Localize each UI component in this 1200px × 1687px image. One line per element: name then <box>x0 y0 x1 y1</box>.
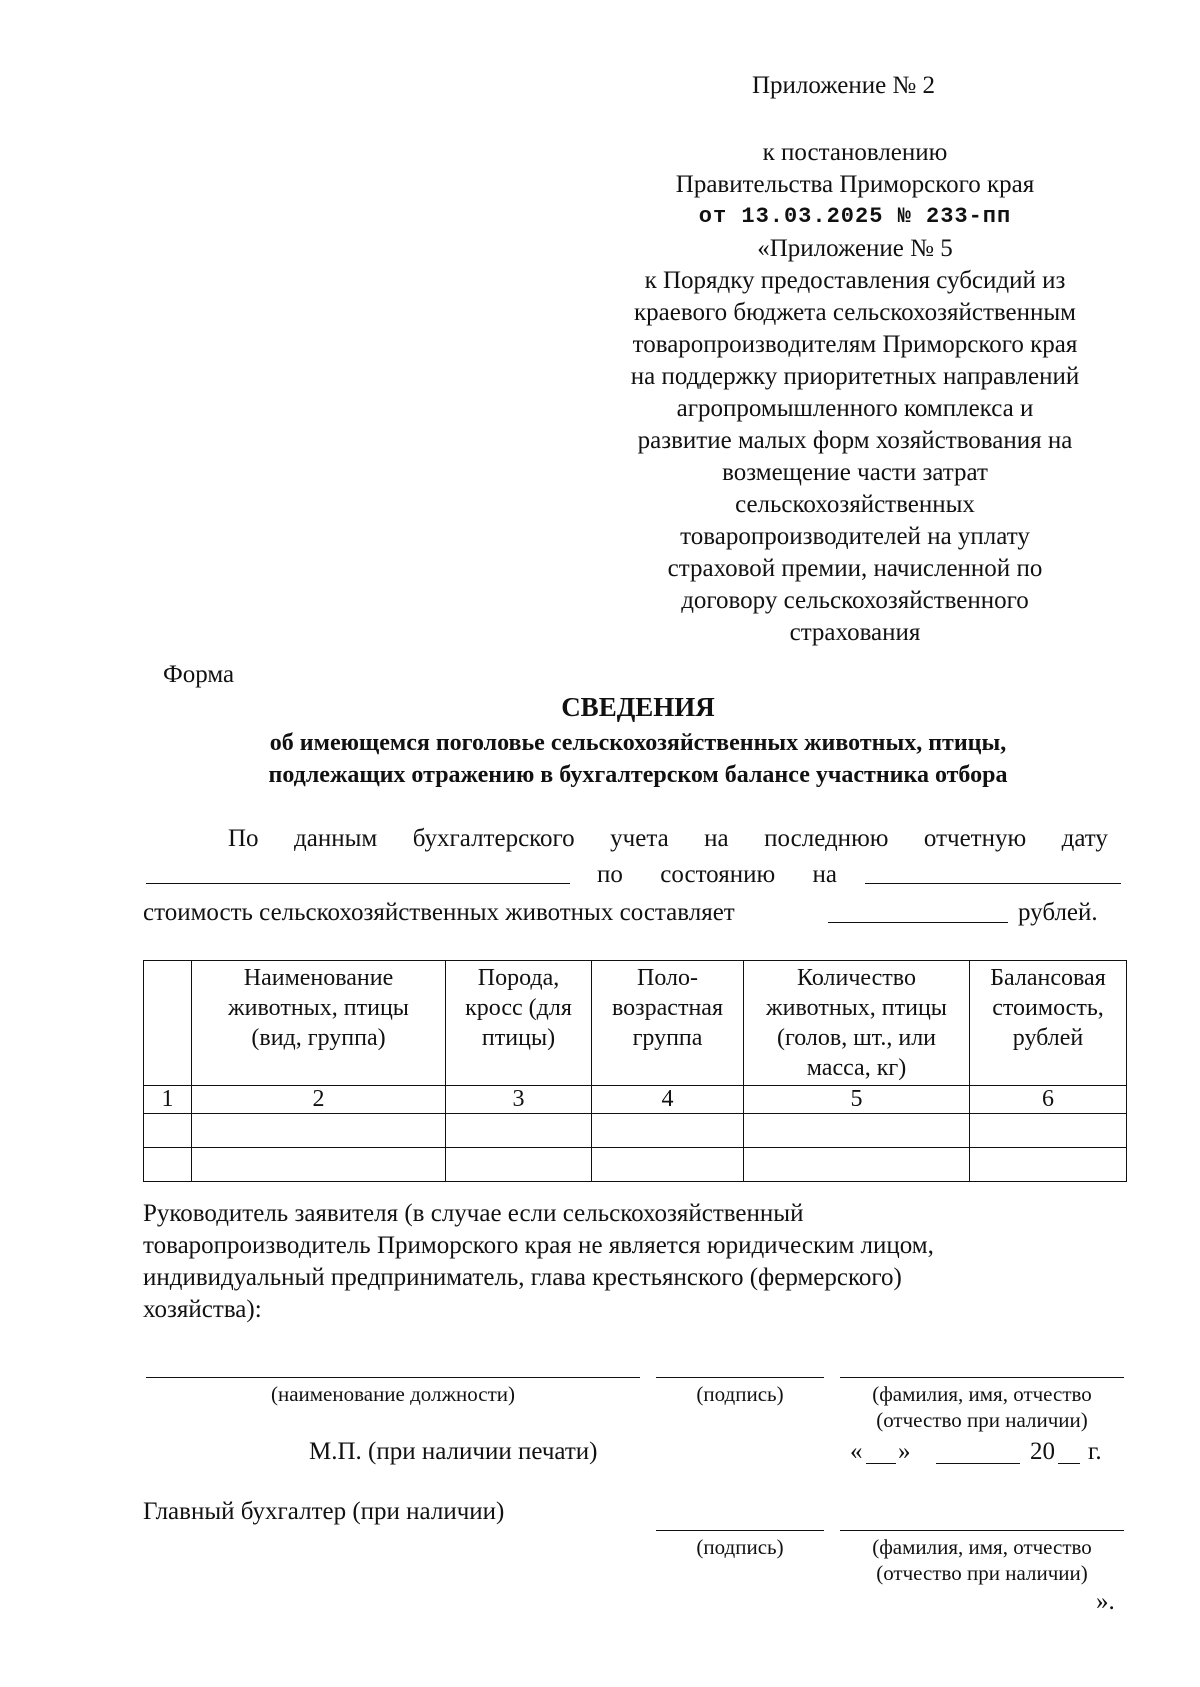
date-template <box>850 1436 1120 1468</box>
date-year-suffix: г. <box>1088 1438 1102 1465</box>
header-line: группа <box>632 1025 703 1051</box>
livestock-table <box>143 960 1127 1182</box>
sub-appendix-line: к Порядку предоставления субсидий из <box>644 267 1066 294</box>
header-line: рублей <box>1012 1025 1084 1051</box>
column-number: 5 <box>744 1086 970 1114</box>
table-header-cell <box>744 961 970 1086</box>
name-caption-line: (отчество при наличии) <box>876 1408 1088 1432</box>
head-text-line: товаропроизводитель Приморского края не является юридическим лицом, <box>143 1232 934 1259</box>
table-cell[interactable] <box>744 1114 970 1148</box>
paragraph-word: отчетную <box>923 825 1027 852</box>
paragraph-word: на <box>704 825 729 852</box>
position-caption: (наименование должности) <box>270 1382 516 1406</box>
name-caption <box>840 1381 1124 1433</box>
table-header-cell <box>192 961 446 1086</box>
column-number: 1 <box>144 1086 192 1114</box>
table-number-row <box>144 1086 1127 1114</box>
sub-appendix-line: «Приложение № 5 <box>757 235 953 262</box>
date-day-blank[interactable] <box>866 1463 896 1464</box>
table-cell[interactable] <box>970 1114 1127 1148</box>
column-number: 3 <box>446 1086 592 1114</box>
table-header-cell <box>446 961 592 1086</box>
decree-ref-line: Правительства Приморского края <box>675 171 1035 198</box>
date-year-prefix: 20 <box>1030 1438 1055 1465</box>
name-caption-line: (фамилия, имя, отчество <box>872 1535 1092 1559</box>
paragraph-line-3-end: рублей. <box>1018 899 1098 926</box>
paragraph-line-2 <box>597 859 837 891</box>
subtitle-line: об имеющемся поголовье сельскохозяйственных животных, птицы, <box>269 730 1007 756</box>
form-label: Форма <box>163 661 235 688</box>
decree-date-number: от 13.03.2025 № 233-пп <box>698 204 1012 229</box>
stamp-note: М.П. (при наличии печати) <box>309 1438 598 1465</box>
accountant-signature-line[interactable] <box>656 1530 824 1531</box>
header-line: возрастная <box>612 995 723 1021</box>
paragraph-word: дату <box>1061 825 1108 852</box>
paragraph-word: бухгалтерского <box>412 825 575 852</box>
sub-appendix-block <box>590 233 1120 649</box>
name-caption-line: (отчество при наличии) <box>876 1561 1088 1585</box>
blank-cost-field[interactable] <box>828 922 1008 923</box>
sub-appendix-line: товаропроизводителей на уплату <box>680 523 1030 550</box>
document-subtitle <box>143 727 1133 791</box>
sub-appendix-line: агропромышленного комплекса и <box>676 395 1034 422</box>
column-number: 2 <box>192 1086 446 1114</box>
blank-date-field[interactable] <box>146 883 570 884</box>
table-header-row <box>144 961 1127 1086</box>
header-line: (голов, шт., или <box>776 1025 937 1051</box>
header-line: (вид, группа) <box>251 1025 386 1051</box>
header-line: Наименование <box>243 965 394 991</box>
table-cell[interactable] <box>192 1148 446 1182</box>
sub-appendix-line: страховой премии, начисленной по <box>667 555 1043 582</box>
sub-appendix-line: на поддержку приоритетных направлений <box>630 363 1080 390</box>
sub-appendix-line: товаропроизводителям Приморского края <box>632 331 1078 358</box>
paragraph-word: данным <box>294 825 378 852</box>
table-cell[interactable] <box>446 1148 592 1182</box>
header-line: Количество <box>797 965 916 991</box>
header-line: Балансовая <box>990 965 1106 991</box>
table-header-cell <box>592 961 744 1086</box>
paragraph-word: последнюю <box>764 825 889 852</box>
decree-ref-line: к постановлению <box>762 139 948 166</box>
sub-appendix-line: договору сельскохозяйственного <box>681 587 1029 614</box>
sub-appendix-line: развитие малых форм хозяйствования на <box>637 427 1073 454</box>
header-line: кросс (для <box>465 995 572 1021</box>
table-cell[interactable] <box>744 1148 970 1182</box>
decree-reference <box>590 137 1120 233</box>
table-cell[interactable] <box>970 1148 1127 1182</box>
header-line: масса, кг) <box>806 1055 907 1081</box>
sub-appendix-line: краевого бюджета сельскохозяйственным <box>634 299 1076 326</box>
paragraph-word: учета <box>610 825 669 852</box>
column-number: 6 <box>970 1086 1127 1114</box>
head-text-line: Руководитель заявителя (в случае если сельскохозяйственный <box>143 1200 804 1227</box>
table-row <box>144 1148 1127 1182</box>
table-row <box>144 1114 1127 1148</box>
signature-caption: (подпись) <box>696 1382 784 1406</box>
subtitle-line: подлежащих отражению в бухгалтерском балансе участника отбора <box>268 762 1008 788</box>
date-open-quote: « <box>850 1438 863 1465</box>
paragraph-line-3-start: стоимость сельскохозяйственных животных составляет <box>143 899 735 926</box>
blank-state-date-field[interactable] <box>865 883 1121 884</box>
column-number: 4 <box>592 1086 744 1114</box>
date-close-quote: » <box>898 1438 911 1465</box>
head-text-line: хозяйства): <box>143 1296 262 1323</box>
position-line[interactable] <box>146 1377 640 1378</box>
date-month-blank[interactable] <box>936 1463 1020 1464</box>
table-cell[interactable] <box>592 1148 744 1182</box>
table-header-cell <box>970 961 1127 1086</box>
head-text-line: индивидуальный предприниматель, глава крестьянского (фермерского) <box>143 1264 902 1291</box>
closing-quote: ». <box>1096 1588 1115 1615</box>
header-line: Поло- <box>637 965 698 991</box>
head-applicant-text <box>143 1198 934 1326</box>
appendix-number: Приложение № 2 <box>752 72 936 99</box>
sub-appendix-line: возмещение части затрат <box>722 459 988 486</box>
table-cell[interactable] <box>144 1114 192 1148</box>
date-year-blank[interactable] <box>1058 1463 1080 1464</box>
table-cell[interactable] <box>192 1114 446 1148</box>
table-cell[interactable] <box>592 1114 744 1148</box>
chief-accountant-label: Главный бухгалтер (при наличии) <box>143 1498 505 1525</box>
paragraph-word: на <box>812 861 837 888</box>
full-name-line[interactable] <box>840 1377 1124 1378</box>
header-line: стоимость, <box>992 995 1104 1021</box>
accountant-name-line[interactable] <box>840 1530 1124 1531</box>
signature-line[interactable] <box>656 1377 824 1378</box>
header-line: животных, птицы <box>766 995 947 1021</box>
document-title: СВЕДЕНИЯ <box>561 692 715 722</box>
paragraph-word: состоянию <box>660 861 776 888</box>
paragraph-line-1 <box>228 823 1108 855</box>
accountant-name-caption <box>840 1534 1124 1586</box>
sub-appendix-line: сельскохозяйственных <box>735 491 975 518</box>
paragraph-word: по <box>597 861 623 888</box>
header-line: Порода, <box>477 965 560 991</box>
table-cell[interactable] <box>144 1148 192 1182</box>
sub-appendix-line: страхования <box>789 619 921 646</box>
table-header-cell <box>144 961 192 1086</box>
accountant-signature-caption: (подпись) <box>696 1535 784 1559</box>
name-caption-line: (фамилия, имя, отчество <box>872 1382 1092 1406</box>
header-line: животных, птицы <box>228 995 409 1021</box>
paragraph-word: По <box>228 825 259 852</box>
header-line: птицы) <box>481 1025 556 1051</box>
table-cell[interactable] <box>446 1114 592 1148</box>
